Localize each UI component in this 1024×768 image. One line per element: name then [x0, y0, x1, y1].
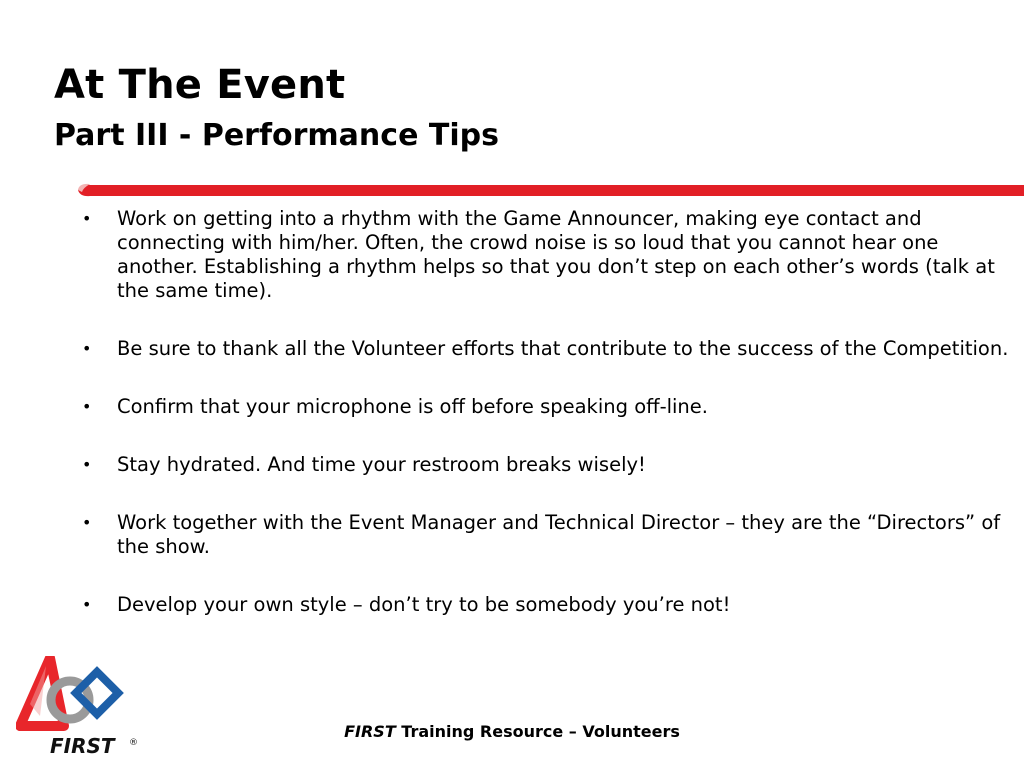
logo-wordmark: FIRST: [50, 734, 115, 758]
bullet-marker: •: [82, 513, 92, 532]
footer-text: Training Resource – Volunteers: [395, 722, 680, 741]
title-divider: [78, 180, 1024, 202]
bullet-text: Work on getting into a rhythm with the Game Announcer, making eye contact and connecting with him/her. Often, the crowd noise is so loud that you cannot hear one another. Establishing a rhythm helps so that you don’t step on each other’s words (talk at the same time).: [117, 207, 995, 302]
bullet-text: Stay hydrated. And time your restroom breaks wisely!: [117, 453, 646, 476]
logo-registered-mark: ®: [129, 738, 138, 748]
bullet-text: Be sure to thank all the Volunteer efforts that contribute to the success of the Competition.: [117, 337, 1009, 360]
footer: [0, 722, 1024, 741]
bullet-list: [80, 207, 1010, 651]
bullet-text: Develop your own style – don’t try to be somebody you’re not!: [117, 593, 731, 616]
footer-brand: FIRST: [344, 722, 396, 741]
bullet-marker: •: [82, 339, 92, 358]
slide-title: At The Event: [54, 62, 346, 108]
bullet-marker: •: [82, 209, 92, 228]
bullet-text: Confirm that your microphone is off before speaking off-line.: [117, 395, 708, 418]
bullet-marker: •: [82, 397, 92, 416]
bullet-text: Work together with the Event Manager and Technical Director – they are the “Directors” of the show.: [117, 511, 1001, 558]
bullet-item: [80, 593, 1010, 617]
bullet-item: [80, 511, 1010, 559]
first-logo-icon: [16, 656, 140, 760]
bullet-marker: •: [82, 455, 92, 474]
bullet-item: [80, 453, 1010, 477]
slide-subtitle: Part III - Performance Tips: [54, 118, 499, 153]
bullet-item: [80, 395, 1010, 419]
bullet-marker: •: [82, 595, 92, 614]
bullet-item: [80, 207, 1010, 303]
bullet-item: [80, 337, 1010, 361]
